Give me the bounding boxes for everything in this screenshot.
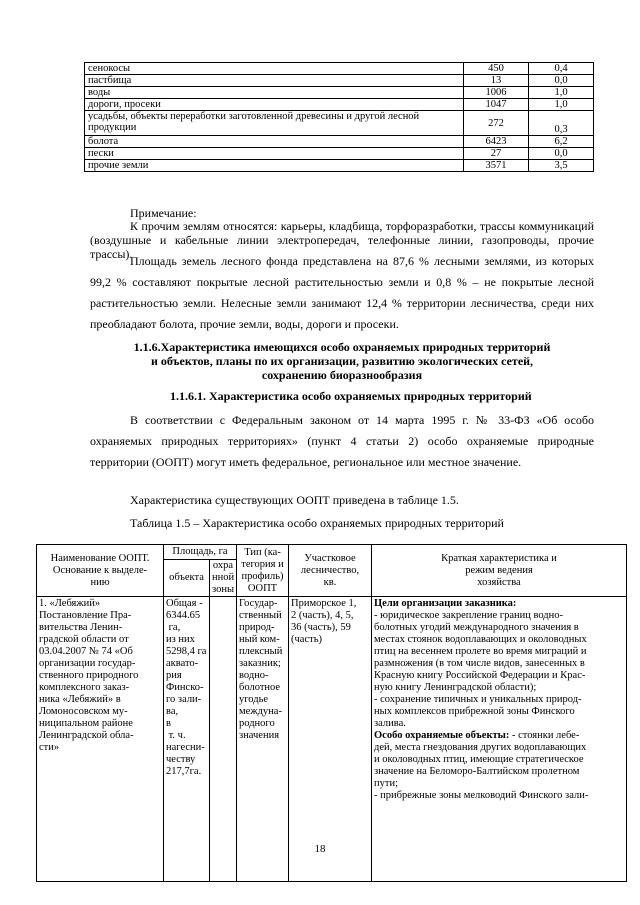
cell-line: ных комплексов прибрежной зоны Финского [374, 706, 575, 717]
cell-percent: 0,3 [529, 111, 594, 136]
cell-line: дей, места гнездования других водоплавающих [374, 742, 587, 753]
cell-line: 2 (часть), 4, 5, [291, 610, 354, 621]
cell-line: значение на Беломоро-Балтийском пролетном [374, 766, 580, 777]
cell-line: аквато- [166, 658, 199, 669]
cell-percent: 0,0 [529, 148, 594, 160]
cell-line: из них [166, 634, 195, 645]
cell-name: усадьбы, объекты переработки заготовленной древесины и другой лесной продукции [85, 111, 464, 136]
table-row [85, 136, 594, 148]
cell-area: 13 [464, 75, 529, 87]
page-number: 18 [314, 843, 326, 855]
cell-line: ника «Лебяжий» в [39, 694, 121, 705]
cell-percent: 3,5 [529, 160, 594, 172]
cell-line: пути; [374, 778, 399, 789]
cell-line: Финско- [166, 682, 204, 693]
cell-line: птиц на весеннем пролете во время миграций и [374, 646, 587, 657]
cell-percent: 0,0 [529, 75, 594, 87]
table-caption: Таблица 1.5 – Характеристика особо охраняемых природных территорий [130, 516, 504, 530]
cell-line: Приморское 1, [291, 598, 357, 609]
cell-name: сенокосы [85, 63, 464, 75]
cell-line: честву [166, 754, 196, 765]
cell-line: родного [239, 718, 275, 729]
cell-area: 272 [464, 111, 529, 136]
objects-line: Особо охраняемые объекты: - стоянки лебе- [374, 730, 580, 741]
table-row [85, 160, 594, 172]
cell-area: 450 [464, 63, 529, 75]
cell-area: 27 [464, 148, 529, 160]
cell-name: пастбища [85, 75, 464, 87]
cell-line: Ломоносовском му- [39, 706, 128, 717]
cell-name: дороги, просеки [85, 99, 464, 111]
cell-line: ва, [166, 706, 179, 717]
cell-line: заказник; [239, 658, 281, 669]
cell-line: 36 (часть), 59 [291, 622, 351, 633]
goals-title: Цели организации заказника: [374, 598, 517, 609]
cell-line: га, [166, 622, 181, 633]
cell-line: ниципальном районе [39, 718, 133, 729]
cell-line: водно- [239, 670, 269, 681]
cell-line: значения [239, 730, 280, 741]
cell-description [372, 597, 627, 882]
cell-line: (часть) [291, 634, 322, 645]
cell-line: плексный [239, 646, 283, 657]
cell-line: залива. [374, 718, 406, 729]
cell-line: т. ч. [166, 730, 186, 741]
cell-line: ственный [239, 610, 282, 621]
section-heading: 1.1.6.Характеристика имеющихся особо охраняемых природных территорий и объектов, планы по их организации, развитию экологических сетей, сохранению биоразнообразия [133, 340, 551, 382]
paragraph-law: В соответствии с Федеральным законом от 14 марта 1995 г. № 33-ФЗ «Об особо охраняемых природных территориях» (пункт 4 статьи 2) особо охраняемые природные территории (ООПТ) могут иметь федеральное, региональное или местное значение. [90, 413, 594, 469]
cell-percent: 6,2 [529, 136, 594, 148]
table-row [85, 99, 594, 111]
cell-name: воды [85, 87, 464, 99]
cell-line: природ- [239, 622, 275, 633]
cell-line: ственного природного [39, 670, 139, 681]
cell-type [237, 597, 289, 882]
cell-area: 1006 [464, 87, 529, 99]
table-row [85, 75, 594, 87]
land-category-table [84, 62, 594, 172]
cell-line: 5298,4 га [166, 646, 207, 657]
cell-line: в [166, 718, 171, 729]
cell-line: градской области от [39, 634, 129, 645]
header-description: Краткая характеристика и режим ведения хозяйства [372, 545, 627, 597]
cell-name [37, 597, 164, 882]
cell-line: рия [166, 670, 182, 681]
cell-line: болотных угодий международного значения в [374, 622, 579, 633]
cell-line: ную книгу Ленинградской области); [374, 682, 537, 693]
cell-name: прочие земли [85, 160, 464, 172]
cell-line: 6344.65 [166, 610, 201, 621]
cell-name: пески [85, 148, 464, 160]
table-row [85, 63, 594, 75]
header-name: Наименование ООПТ. Основание к выделе- нию [37, 545, 164, 597]
note-title: Примечание: [130, 206, 197, 220]
cell-line: и околоводных птиц, имеющие стратегическое [374, 754, 584, 765]
note-text: К прочим землям относятся: карьеры, кладбища, торфоразработки, трассы коммуникаций (воздушные и кабельные линии электропередач, телефонные линии, газопроводы, прочие трассы). [90, 219, 594, 261]
header-area-group: Площадь, га [164, 545, 237, 560]
cell-line: 1. «Лебяжий» [39, 598, 101, 609]
header-area-object: объекта [164, 560, 210, 597]
cell-line: 03.04.2007 № 74 «Об [39, 646, 133, 657]
cell-zone [210, 597, 237, 882]
subsection-heading: 1.1.6.1. Характеристика особо охраняемых природных территорий [170, 389, 532, 403]
cell-line: сти» [39, 742, 60, 753]
cell-line: Постановление Пра- [39, 610, 132, 621]
cell-percent: 1,0 [529, 99, 594, 111]
cell-line: местах стоянок водоплавающих и околоводных [374, 634, 587, 645]
cell-area: 1047 [464, 99, 529, 111]
paragraph-forest-land: Площадь земель лесного фонда представлена на 87,6 % лесными землями, из которых 99,2 % составляют покрытые лесной растительностью земли и 0,8 % – не покрытые лесной растительностью земли. Нелесные земли занимают 12,4 % территории лесничества, среди них преобладают болота, прочие земли, воды, дороги и просеки. [90, 254, 594, 331]
table-row [85, 111, 594, 136]
cell-line: - прибрежные зоны мелководий Финского зали- [374, 790, 589, 801]
cell-area: 6423 [464, 136, 529, 148]
cell-line: Красную книгу Российской Федерации и Крас- [374, 670, 586, 681]
cell-line: - юридическое закрепление границ водно- [374, 610, 564, 621]
oopt-table [36, 544, 627, 882]
cell-line: - сохранение типичных и уникальных природ- [374, 694, 582, 705]
header-type: Тип (ка- тегория и профиль) ООПТ [237, 545, 289, 597]
cell-line: размножения (в том числе видов, занесенных в [374, 658, 585, 669]
cell-district [289, 597, 372, 882]
cell-line: болотное [239, 682, 281, 693]
cell-line: междуна- [239, 706, 282, 717]
paragraph-table-ref: Характеристика существующих ООПТ приведена в таблице 1.5. [130, 493, 459, 507]
header-area-zone: охра нной зоны [210, 560, 237, 597]
cell-line: Общая - [166, 598, 203, 609]
cell-name: болота [85, 136, 464, 148]
cell-percent: 0,4 [529, 63, 594, 75]
cell-line: го зали- [166, 694, 202, 705]
cell-line: Государ- [239, 598, 278, 609]
cell-line: 217,7га. [166, 766, 202, 777]
cell-line: угодье [239, 694, 269, 705]
header-district: Участковое лесничество, кв. [289, 545, 372, 597]
cell-line: вительства Ленин- [39, 622, 123, 633]
cell-line: организации государ- [39, 658, 136, 669]
cell-area: 3571 [464, 160, 529, 172]
cell-line: комплексного заказ- [39, 682, 130, 693]
cell-percent: 1,0 [529, 87, 594, 99]
cell-line: нагесни- [166, 742, 205, 753]
cell-line: ный ком- [239, 634, 280, 645]
table-row [37, 597, 627, 882]
table-row [85, 148, 594, 160]
cell-area [164, 597, 210, 882]
cell-line: Ленинградской обла- [39, 730, 134, 741]
table-row [85, 87, 594, 99]
